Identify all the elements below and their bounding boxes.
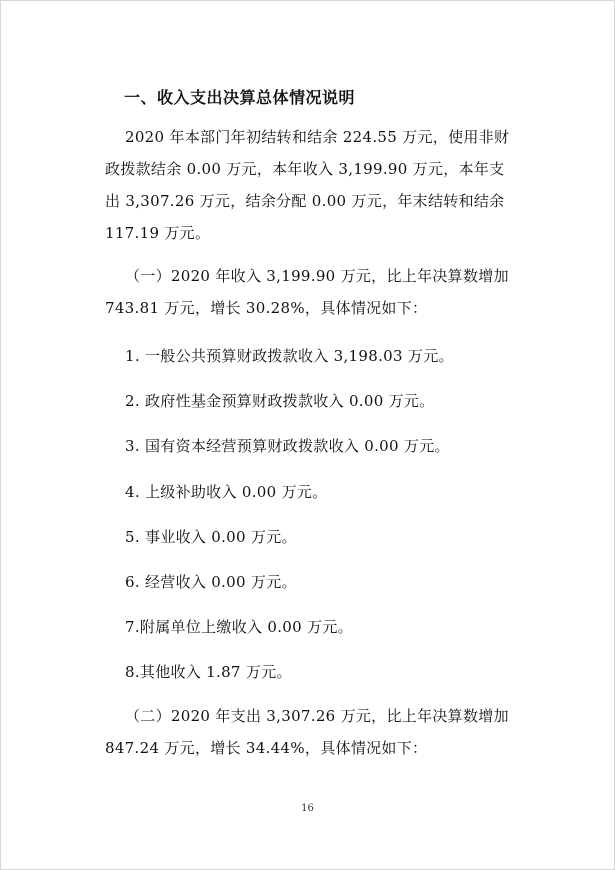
expense-line: 847.24 万元，增长 34.44%，具体情况如下： xyxy=(105,739,428,757)
income-line: （一）2020 年收入 3,199.90 万元，比上年决算数增加 xyxy=(125,267,509,285)
summary-line: 出 3,307.26 万元，结余分配 0.00 万元，年末结转和结余 xyxy=(105,192,505,210)
summary-paragraph xyxy=(105,121,525,249)
income-item: 1. 一般公共预算财政拨款收入 3,198.03 万元。 xyxy=(125,347,454,365)
expense-paragraph xyxy=(105,700,525,764)
income-item: 5. 事业收入 0.00 万元。 xyxy=(125,528,297,546)
income-item: 2. 政府性基金预算财政拨款收入 0.00 万元。 xyxy=(125,392,435,410)
summary-line: 政拨款结余 0.00 万元，本年收入 3,199.90 万元，本年支 xyxy=(105,160,505,178)
summary-line: 117.19 万元。 xyxy=(105,224,211,242)
income-line: 743.81 万元，增长 30.28%，具体情况如下： xyxy=(105,299,428,317)
income-item: 7.附属单位上缴收入 0.00 万元。 xyxy=(125,618,353,636)
expense-line: （二）2020 年支出 3,307.26 万元，比上年决算数增加 xyxy=(125,707,509,725)
page-number: 16 xyxy=(301,803,314,814)
income-item: 4. 上级补助收入 0.00 万元。 xyxy=(125,483,328,501)
section-heading: 一、收入支出决算总体情况说明 xyxy=(124,88,356,107)
summary-line: 2020 年本部门年初结转和结余 224.55 万元，使用非财 xyxy=(125,128,510,146)
income-item: 6. 经营收入 0.00 万元。 xyxy=(125,573,297,591)
income-paragraph xyxy=(105,260,525,324)
income-item: 3. 国有资本经营预算财政拨款收入 0.00 万元。 xyxy=(125,437,450,455)
income-item: 8.其他收入 1.87 万元。 xyxy=(125,663,292,681)
